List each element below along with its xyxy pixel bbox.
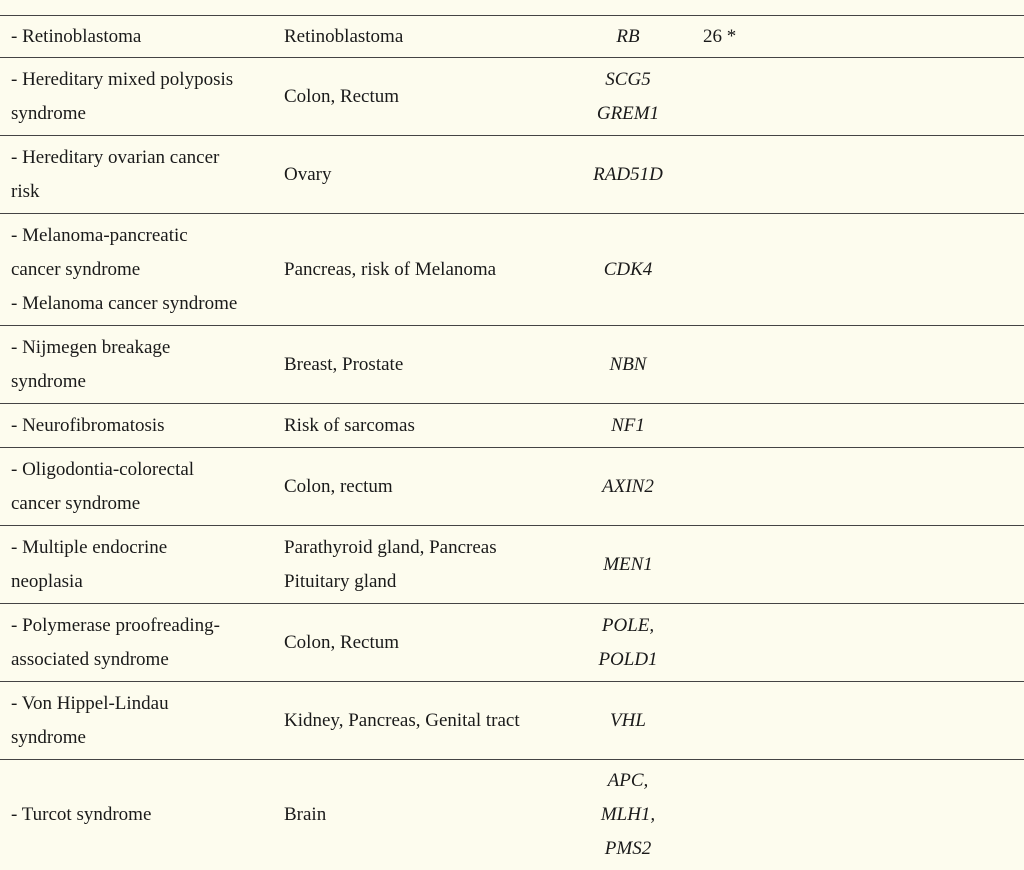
syndrome-table bbox=[0, 15, 1024, 870]
organ-cell bbox=[273, 16, 578, 58]
organ-cell bbox=[273, 214, 578, 326]
gene-cell-line: RB bbox=[616, 25, 640, 47]
gene-cell-line: SCG5 bbox=[605, 68, 651, 90]
syndrome-cell-line: - Retinoblastoma bbox=[11, 25, 142, 47]
reference-cell bbox=[678, 604, 1024, 682]
syndrome-cell bbox=[0, 16, 273, 58]
reference-cell: 26 * bbox=[703, 25, 737, 47]
organ-cell bbox=[273, 326, 578, 404]
gene-cell-line: VHL bbox=[610, 709, 646, 731]
syndrome-cell-line: syndrome bbox=[11, 726, 86, 748]
gene-cell-line: NF1 bbox=[611, 414, 645, 436]
organ-cell bbox=[273, 682, 578, 760]
table-body bbox=[0, 16, 1024, 870]
organ-cell-line: Colon, Rectum bbox=[284, 85, 400, 107]
table-row bbox=[0, 16, 1024, 58]
reference-cell bbox=[678, 448, 1024, 526]
gene-cell-line: MLH1, bbox=[600, 803, 656, 825]
gene-cell bbox=[578, 136, 678, 214]
syndrome-cell-line: - Hereditary ovarian cancer bbox=[11, 146, 220, 168]
syndrome-cell-line: - Nijmegen breakage bbox=[11, 336, 171, 358]
syndrome-cell-line: syndrome bbox=[11, 370, 86, 392]
table-row bbox=[0, 58, 1024, 136]
gene-cell-line: APC, bbox=[607, 769, 649, 791]
gene-cell-line: RAD51D bbox=[593, 163, 663, 185]
organ-cell-line: Breast, Prostate bbox=[284, 353, 404, 375]
syndrome-cell-line: - Melanoma cancer syndrome bbox=[11, 292, 238, 314]
organ-cell-line: Parathyroid gland, Pancreas bbox=[284, 536, 497, 558]
table-row bbox=[0, 682, 1024, 760]
reference-cell bbox=[678, 404, 1024, 448]
syndrome-cell bbox=[0, 136, 273, 214]
gene-cell bbox=[578, 404, 678, 448]
syndrome-cell-line: associated syndrome bbox=[11, 648, 169, 670]
syndrome-cell-line: neoplasia bbox=[11, 570, 83, 592]
syndrome-cell-line: - Neurofibromatosis bbox=[11, 414, 165, 436]
syndrome-cell bbox=[0, 326, 273, 404]
organ-cell-line: Colon, rectum bbox=[284, 475, 393, 497]
table-row bbox=[0, 526, 1024, 604]
table-row bbox=[0, 214, 1024, 326]
gene-cell bbox=[578, 16, 678, 58]
gene-cell-line: AXIN2 bbox=[602, 475, 654, 497]
syndrome-cell bbox=[0, 604, 273, 682]
table-row bbox=[0, 404, 1024, 448]
gene-cell-line: POLD1 bbox=[598, 648, 658, 670]
reference-cell bbox=[678, 760, 1024, 870]
syndrome-cell-line: - Hereditary mixed polyposis bbox=[11, 68, 234, 90]
reference-cell bbox=[678, 214, 1024, 326]
organ-cell-line: Pituitary gland bbox=[284, 570, 397, 592]
reference-cell bbox=[678, 326, 1024, 404]
syndrome-cell bbox=[0, 58, 273, 136]
syndrome-cell bbox=[0, 214, 273, 326]
syndrome-cell bbox=[0, 404, 273, 448]
organ-cell bbox=[273, 526, 578, 604]
gene-cell bbox=[578, 214, 678, 326]
organ-cell bbox=[273, 604, 578, 682]
syndrome-cell-line: - Multiple endocrine bbox=[11, 536, 168, 558]
syndrome-cell-line: - Von Hippel-Lindau bbox=[11, 692, 169, 714]
organ-cell bbox=[273, 136, 578, 214]
gene-cell bbox=[578, 760, 678, 870]
table-row bbox=[0, 136, 1024, 214]
syndrome-cell-line: cancer syndrome bbox=[11, 258, 141, 280]
organ-cell-line: Ovary bbox=[284, 163, 332, 185]
organ-cell bbox=[273, 58, 578, 136]
organ-cell-line: Kidney, Pancreas, Genital tract bbox=[284, 709, 520, 731]
gene-cell-line: CDK4 bbox=[603, 258, 653, 280]
gene-cell bbox=[578, 682, 678, 760]
reference-cell bbox=[678, 682, 1024, 760]
reference-cell bbox=[678, 526, 1024, 604]
gene-cell bbox=[578, 58, 678, 136]
syndrome-cell-line: syndrome bbox=[11, 102, 86, 124]
organ-cell bbox=[273, 760, 578, 870]
gene-cell-line: POLE, bbox=[601, 614, 655, 636]
organ-cell-line: Colon, Rectum bbox=[284, 631, 400, 653]
reference-cell bbox=[678, 58, 1024, 136]
gene-cell bbox=[578, 326, 678, 404]
organ-cell-line: Retinoblastoma bbox=[284, 25, 404, 47]
table-row bbox=[0, 760, 1024, 870]
gene-cell-line: PMS2 bbox=[604, 837, 652, 859]
syndrome-cell bbox=[0, 526, 273, 604]
table-row bbox=[0, 604, 1024, 682]
organ-cell-line: Brain bbox=[284, 803, 327, 825]
table-row bbox=[0, 448, 1024, 526]
syndrome-cell-line: - Polymerase proofreading- bbox=[11, 614, 220, 636]
gene-cell bbox=[578, 526, 678, 604]
syndrome-cell-line: - Melanoma-pancreatic bbox=[11, 224, 188, 246]
gene-cell bbox=[578, 604, 678, 682]
syndrome-cell-line: - Oligodontia-colorectal bbox=[11, 458, 195, 480]
syndrome-cell bbox=[0, 448, 273, 526]
gene-cell-line: GREM1 bbox=[596, 102, 660, 124]
reference-cell bbox=[678, 136, 1024, 214]
gene-cell bbox=[578, 448, 678, 526]
gene-cell-line: MEN1 bbox=[603, 553, 653, 575]
organ-cell bbox=[273, 448, 578, 526]
gene-cell-line: NBN bbox=[609, 353, 647, 375]
syndrome-cell bbox=[0, 682, 273, 760]
table-row bbox=[0, 326, 1024, 404]
syndrome-cell bbox=[0, 760, 273, 870]
syndrome-cell-line: cancer syndrome bbox=[11, 492, 141, 514]
syndrome-cell-line: - Turcot syndrome bbox=[11, 803, 152, 825]
organ-cell-line: Pancreas, risk of Melanoma bbox=[284, 258, 497, 280]
organ-cell bbox=[273, 404, 578, 448]
organ-cell-line: Risk of sarcomas bbox=[284, 414, 415, 436]
syndrome-cell-line: risk bbox=[11, 180, 40, 202]
